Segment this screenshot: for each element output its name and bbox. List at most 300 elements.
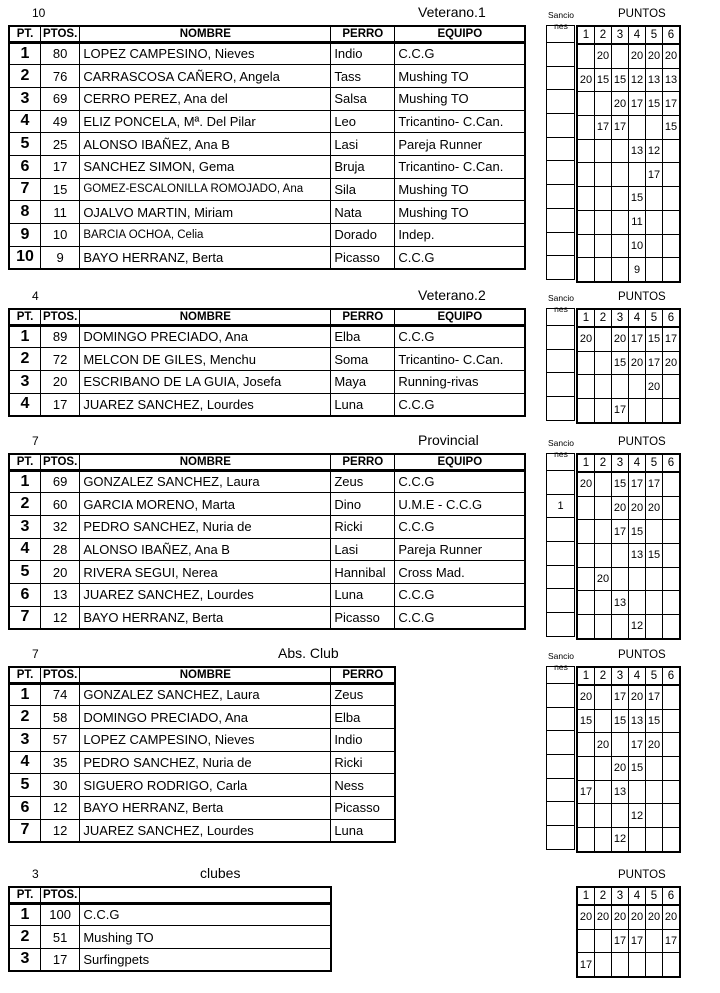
race-points: [595, 399, 612, 423]
club-name: Surfingpets: [80, 948, 332, 971]
puntos-header: PUNTOS: [618, 649, 666, 661]
sanciones-cell: [547, 90, 575, 114]
race-points: [629, 591, 646, 615]
standings-table: [8, 25, 526, 270]
race-col-6: 6: [663, 26, 681, 44]
race-points: 17: [646, 472, 663, 496]
puntos-row: [577, 780, 680, 804]
race-points: 17: [612, 520, 629, 544]
total-points: 72: [41, 348, 80, 371]
total-points: 35: [41, 751, 80, 774]
race-col-3: 3: [612, 887, 629, 905]
team-name: C.C.G: [395, 246, 526, 269]
race-points: [646, 187, 663, 211]
position: 2: [9, 65, 41, 88]
table-row: [9, 155, 525, 178]
race-points: [663, 591, 681, 615]
puntos-grid: [576, 666, 681, 853]
col-nombre: NOMBRE: [80, 454, 331, 470]
race-points: [663, 139, 681, 163]
sanciones-cell: [547, 454, 575, 471]
race-points: [663, 685, 681, 709]
race-points: [577, 375, 595, 399]
race-points: [663, 375, 681, 399]
total-points: 10: [41, 224, 80, 247]
race-points: [577, 828, 595, 852]
total-points: 49: [41, 110, 80, 133]
puntos-row: [577, 163, 680, 187]
race-points: 20: [577, 327, 595, 351]
col-nombre: NOMBRE: [80, 667, 331, 683]
competitor-name: ALONSO IBAÑEZ, Ana B: [80, 538, 331, 561]
race-points: [663, 615, 681, 639]
race-points: 20: [612, 757, 629, 781]
section-title: Veterano.1: [418, 4, 486, 20]
sanciones-cell: [547, 684, 575, 708]
race-points: 20: [663, 351, 681, 375]
race-points: 13: [629, 544, 646, 568]
table-row: [9, 706, 395, 729]
puntos-row: [577, 234, 680, 258]
race-points: [595, 92, 612, 116]
competitor-name: ESCRIBANO DE LA GUIA, Josefa: [80, 370, 331, 393]
total-points: 69: [41, 87, 80, 110]
competitor-name: GOMEZ-ESCALONILLA ROMOJADO, Ana: [80, 178, 331, 201]
puntos-row: [577, 44, 680, 68]
race-points: [646, 804, 663, 828]
puntos-row: [577, 520, 680, 544]
competitor-name: BARCIA OCHOA, Celia: [80, 224, 331, 247]
position: 6: [9, 796, 41, 819]
dog-name: Elba: [331, 706, 396, 729]
puntos-grid: [576, 453, 681, 640]
total-points: 13: [41, 583, 80, 606]
race-col-1: 1: [577, 454, 595, 472]
sanciones-cell: [547, 397, 575, 421]
total-points: 25: [41, 133, 80, 156]
position: 7: [9, 819, 41, 842]
race-points: 20: [595, 567, 612, 591]
race-points: [595, 685, 612, 709]
race-points: [646, 258, 663, 282]
race-points: [595, 139, 612, 163]
position: 1: [9, 42, 41, 65]
dog-name: Luna: [331, 583, 395, 606]
position: 9: [9, 224, 41, 247]
race-points: [612, 544, 629, 568]
race-points: [612, 615, 629, 639]
race-points: 20: [595, 905, 612, 929]
race-points: 20: [646, 733, 663, 757]
race-points: [577, 591, 595, 615]
competitor-name: SIGUERO RODRIGO, Carla: [80, 774, 331, 797]
sanciones-cell: [547, 114, 575, 138]
race-points: 15: [595, 68, 612, 92]
dog-name: Luna: [331, 819, 396, 842]
team-name: U.M.E - C.C.G: [395, 493, 526, 516]
section-title: Veterano.2: [418, 287, 486, 303]
competitor-name: LOPEZ CAMPESINO, Nieves: [80, 728, 331, 751]
competitor-name: RIVERA SEGUI, Nerea: [80, 561, 331, 584]
team-name: Running-rivas: [395, 370, 526, 393]
race-points: [663, 780, 681, 804]
puntos-row: [577, 139, 680, 163]
total-points: 17: [41, 155, 80, 178]
team-name: Mushing TO: [395, 201, 526, 224]
sanciones-cell: [547, 256, 575, 280]
table-row: [9, 606, 525, 629]
race-points: [663, 258, 681, 282]
table-row: [9, 751, 395, 774]
puntos-row: [577, 757, 680, 781]
table-row: [9, 819, 395, 842]
sanciones-cell: [547, 471, 575, 495]
race-points: [646, 828, 663, 852]
race-col-4: 4: [629, 667, 646, 685]
race-points: 20: [612, 327, 629, 351]
dog-name: Indio: [331, 728, 396, 751]
col-equipo: EQUIPO: [395, 26, 526, 42]
table-row: [9, 178, 525, 201]
race-points: [577, 163, 595, 187]
table-row: [9, 774, 395, 797]
race-points: 9: [629, 258, 646, 282]
competitor-name: PEDRO SANCHEZ, Nuria de: [80, 515, 331, 538]
position: 7: [9, 178, 41, 201]
sanciones-cell: 1: [547, 494, 575, 518]
table-row: [9, 201, 525, 224]
race-points: 20: [577, 68, 595, 92]
race-col-2: 2: [595, 454, 612, 472]
competitor-name: ALONSO IBAÑEZ, Ana B: [80, 133, 331, 156]
total-points: 76: [41, 65, 80, 88]
race-col-5: 5: [646, 887, 663, 905]
race-points: [663, 496, 681, 520]
table-row: [9, 393, 525, 416]
puntos-row: [577, 351, 680, 375]
dog-name: Salsa: [331, 87, 395, 110]
col-equipo: EQUIPO: [395, 454, 526, 470]
race-points: 17: [577, 780, 595, 804]
col-perro: PERRO: [331, 667, 396, 683]
race-points: 12: [629, 615, 646, 639]
dog-name: Zeus: [331, 683, 396, 706]
col-perro: PERRO: [331, 26, 395, 42]
race-points: 13: [612, 591, 629, 615]
sanciones-column: [546, 25, 575, 280]
standings-table: [8, 886, 332, 972]
sanciones-cell: [547, 731, 575, 755]
section-count: 7: [32, 647, 39, 661]
race-col-6: 6: [663, 309, 681, 327]
race-points: [577, 258, 595, 282]
race-points: [612, 234, 629, 258]
position: 2: [9, 348, 41, 371]
puntos-row: [577, 733, 680, 757]
section-count: 4: [32, 289, 39, 303]
race-points: 12: [629, 804, 646, 828]
race-points: [663, 234, 681, 258]
sanciones-column: [546, 308, 575, 421]
race-col-2: 2: [595, 887, 612, 905]
table-row: [9, 948, 331, 971]
race-points: 20: [646, 496, 663, 520]
sanciones-header: Sancio nes: [548, 651, 574, 672]
position: 6: [9, 155, 41, 178]
competitor-name: ELIZ PONCELA, Mª. Del Pilar: [80, 110, 331, 133]
col-pt: PT.: [9, 26, 41, 42]
race-points: 15: [663, 116, 681, 140]
puntos-row: [577, 496, 680, 520]
position: 1: [9, 470, 41, 493]
sanciones-cell: [547, 707, 575, 731]
race-points: [646, 399, 663, 423]
dog-name: Lasi: [331, 538, 395, 561]
race-points: [577, 496, 595, 520]
team-name: C.C.G: [395, 515, 526, 538]
puntos-row: [577, 615, 680, 639]
total-points: 69: [41, 470, 80, 493]
race-points: [663, 472, 681, 496]
sanciones-cell: [547, 518, 575, 542]
position: 5: [9, 561, 41, 584]
race-col-6: 6: [663, 454, 681, 472]
puntos-row: [577, 804, 680, 828]
total-points: 20: [41, 561, 80, 584]
competitor-name: GONZALEZ SANCHEZ, Laura: [80, 683, 331, 706]
race-points: [595, 757, 612, 781]
sanciones-cell: [547, 589, 575, 613]
total-points: 80: [41, 42, 80, 65]
puntos-grid: [576, 886, 681, 978]
table-header-row: [9, 667, 395, 683]
standings-table: [8, 453, 526, 630]
race-points: [612, 953, 629, 977]
puntos-row: [577, 567, 680, 591]
section-count: 7: [32, 434, 39, 448]
puntos-row: [577, 472, 680, 496]
race-points: [629, 567, 646, 591]
race-points: [663, 163, 681, 187]
table-row: [9, 370, 525, 393]
table-header-row: [9, 26, 525, 42]
position: 1: [9, 903, 41, 926]
race-points: [595, 375, 612, 399]
race-points: [663, 520, 681, 544]
race-points: [595, 544, 612, 568]
competitor-name: MELCON DE GILES, Menchu: [80, 348, 331, 371]
race-points: 15: [629, 187, 646, 211]
race-points: [595, 351, 612, 375]
race-points: 17: [577, 953, 595, 977]
dog-name: Maya: [331, 370, 395, 393]
sanciones-cell: [547, 565, 575, 589]
dog-name: Dino: [331, 493, 395, 516]
race-points: 20: [612, 496, 629, 520]
position: 1: [9, 683, 41, 706]
race-points: 17: [629, 472, 646, 496]
race-points: [663, 210, 681, 234]
race-col-3: 3: [612, 454, 629, 472]
race-points: [577, 733, 595, 757]
race-points: [577, 544, 595, 568]
race-points: [577, 210, 595, 234]
race-points: 17: [612, 116, 629, 140]
sanciones-cell: [547, 208, 575, 232]
position: 5: [9, 133, 41, 156]
position: 4: [9, 393, 41, 416]
race-col-3: 3: [612, 667, 629, 685]
team-name: C.C.G: [395, 606, 526, 629]
col-perro: PERRO: [331, 454, 395, 470]
total-points: 12: [41, 819, 80, 842]
table-row: [9, 926, 331, 949]
position: 3: [9, 948, 41, 971]
total-points: 20: [41, 370, 80, 393]
team-name: Mushing TO: [395, 178, 526, 201]
competitor-name: DOMINGO PRECIADO, Ana: [80, 325, 331, 348]
team-name: Mushing TO: [395, 87, 526, 110]
race-points: 15: [629, 757, 646, 781]
team-name: Tricantino- C.Can.: [395, 348, 526, 371]
col-pt: PT.: [9, 887, 41, 903]
total-points: 12: [41, 606, 80, 629]
table-row: [9, 515, 525, 538]
race-col-1: 1: [577, 887, 595, 905]
puntos-row: [577, 399, 680, 423]
position: 2: [9, 706, 41, 729]
total-points: 89: [41, 325, 80, 348]
race-points: 15: [612, 709, 629, 733]
col-equipo: EQUIPO: [395, 309, 526, 325]
race-points: 17: [663, 327, 681, 351]
team-name: C.C.G: [395, 42, 526, 65]
dog-name: Leo: [331, 110, 395, 133]
total-points: 58: [41, 706, 80, 729]
total-points: 51: [41, 926, 80, 949]
race-points: 13: [629, 709, 646, 733]
race-points: [595, 472, 612, 496]
race-points: 17: [612, 685, 629, 709]
race-points: [612, 210, 629, 234]
race-points: [577, 929, 595, 953]
dog-name: Zeus: [331, 470, 395, 493]
competitor-name: BAYO HERRANZ, Berta: [80, 796, 331, 819]
race-points: 20: [629, 685, 646, 709]
race-points: [595, 780, 612, 804]
sanciones-cell: [547, 26, 575, 43]
team-name: Tricantino- C.Can.: [395, 155, 526, 178]
competitor-name: CERRO PEREZ, Ana del: [80, 87, 331, 110]
race-points: [595, 496, 612, 520]
position: 7: [9, 606, 41, 629]
race-points: 17: [595, 116, 612, 140]
race-points: [646, 567, 663, 591]
race-points: [595, 187, 612, 211]
dog-name: Picasso: [331, 796, 396, 819]
race-points: [577, 567, 595, 591]
competitor-name: JUAREZ SANCHEZ, Lourdes: [80, 393, 331, 416]
race-points: [577, 757, 595, 781]
race-points: [595, 615, 612, 639]
race-points: [646, 780, 663, 804]
team-name: Tricantino- C.Can.: [395, 110, 526, 133]
race-points: [629, 828, 646, 852]
race-points: [577, 44, 595, 68]
race-points: 20: [595, 733, 612, 757]
race-points: [646, 615, 663, 639]
sanciones-cell: [547, 667, 575, 684]
race-points: [595, 520, 612, 544]
table-row: [9, 728, 395, 751]
table-row: [9, 246, 525, 269]
section-count: 10: [32, 6, 46, 20]
dog-name: Ricki: [331, 515, 395, 538]
competitor-name: GONZALEZ SANCHEZ, Laura: [80, 470, 331, 493]
team-name: Pareja Runner: [395, 133, 526, 156]
sanciones-header: Sancio nes: [548, 438, 574, 459]
puntos-grid: [576, 25, 681, 283]
competitor-name: DOMINGO PRECIADO, Ana: [80, 706, 331, 729]
competitor-name: GARCIA MORENO, Marta: [80, 493, 331, 516]
puntos-header: PUNTOS: [618, 436, 666, 448]
race-points: 12: [646, 139, 663, 163]
race-points: [612, 139, 629, 163]
race-points: [577, 615, 595, 639]
table-header-row: [9, 887, 331, 903]
dog-name: Hannibal: [331, 561, 395, 584]
position: 8: [9, 201, 41, 224]
race-points: [646, 953, 663, 977]
race-col-5: 5: [646, 309, 663, 327]
dog-name: Lasi: [331, 133, 395, 156]
dog-name: Ricki: [331, 751, 396, 774]
total-points: 32: [41, 515, 80, 538]
col-ptos: PTOS.: [41, 667, 80, 683]
sanciones-cell: [547, 542, 575, 566]
puntos-grid: [576, 308, 681, 424]
race-points: [577, 351, 595, 375]
col-ptos: PTOS.: [41, 26, 80, 42]
dog-name: Picasso: [331, 246, 395, 269]
race-col-3: 3: [612, 26, 629, 44]
race-col-5: 5: [646, 454, 663, 472]
competitor-name: OJALVO MARTIN, Miriam: [80, 201, 331, 224]
race-points: [663, 709, 681, 733]
race-points: 15: [646, 544, 663, 568]
dog-name: Indio: [331, 42, 395, 65]
team-name: C.C.G: [395, 583, 526, 606]
race-points: 11: [629, 210, 646, 234]
sanciones-cell: [547, 755, 575, 779]
competitor-name: JUAREZ SANCHEZ, Lourdes: [80, 583, 331, 606]
sanciones-header: Sancio nes: [548, 293, 574, 314]
race-points: 20: [629, 351, 646, 375]
race-points: [577, 234, 595, 258]
race-points: [646, 757, 663, 781]
club-name: Mushing TO: [80, 926, 332, 949]
sanciones-cell: [547, 43, 575, 67]
race-points: [595, 709, 612, 733]
sanciones-cell: [547, 349, 575, 373]
table-row: [9, 87, 525, 110]
team-name: C.C.G: [395, 393, 526, 416]
race-points: 13: [663, 68, 681, 92]
race-col-4: 4: [629, 887, 646, 905]
race-points: 15: [646, 92, 663, 116]
table-row: [9, 683, 395, 706]
race-points: [646, 234, 663, 258]
